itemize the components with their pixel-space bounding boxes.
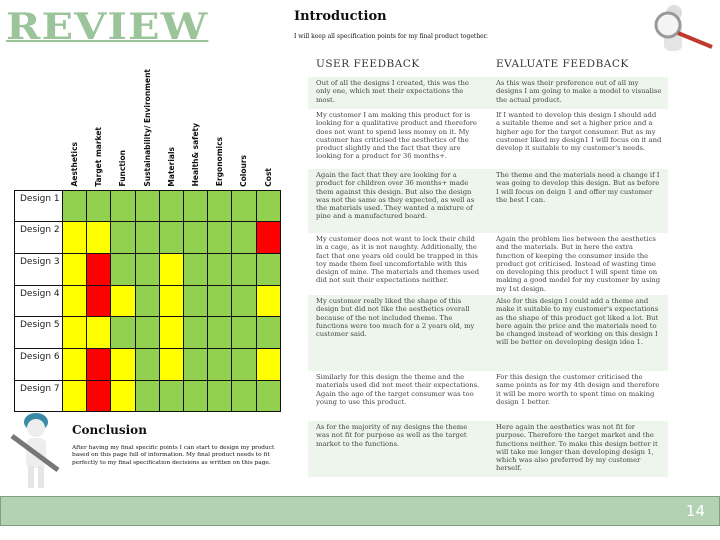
column-header (256, 60, 280, 190)
rating-cell (87, 190, 111, 222)
rating-cell (135, 317, 159, 349)
rating-cell (208, 253, 232, 285)
row-label: Design 2 (15, 222, 63, 254)
rating-cell (159, 190, 183, 222)
rating-cell (208, 317, 232, 349)
rating-cell (183, 380, 207, 412)
feedback-row (308, 109, 668, 169)
evaluate-feedback-header: EVALUATE FEEDBACK (496, 58, 629, 70)
rating-cell (135, 348, 159, 380)
rating-cell (111, 253, 135, 285)
rating-cell (256, 380, 280, 412)
rating-cell (232, 285, 256, 317)
rating-cell (159, 317, 183, 349)
rating-cell (135, 253, 159, 285)
rating-cell (208, 285, 232, 317)
rating-cell (256, 317, 280, 349)
rating-cell (63, 222, 87, 254)
rating-cell (159, 285, 183, 317)
rating-cell (135, 190, 159, 222)
rating-cell (208, 222, 232, 254)
rating-cell (256, 285, 280, 317)
rating-cell (63, 380, 87, 412)
grid-row (15, 253, 281, 285)
intro-text: I will keep all specification points for my final product together. (294, 33, 488, 40)
feedback-row (308, 77, 668, 109)
specification-grid (14, 60, 281, 412)
evaluate-feedback-text: For this design the customer criticised the same points as for my 4th design and therefore it will be more worth to spent time on making design 1 better. (496, 373, 660, 406)
rating-cell (183, 190, 207, 222)
column-label: Function (118, 149, 128, 187)
rating-cell (111, 222, 135, 254)
page-number: 14 (685, 502, 705, 520)
column-label: Sustainability/ Environment (142, 68, 152, 187)
conclusion-heading: Conclusion (72, 423, 147, 437)
rating-cell (256, 348, 280, 380)
feedback-row (308, 371, 668, 421)
rating-cell (183, 253, 207, 285)
column-header (159, 60, 183, 190)
rating-cell (111, 380, 135, 412)
rating-cell (159, 222, 183, 254)
rating-cell (63, 253, 87, 285)
evaluate-feedback-text: If I wanted to develop this design I should add a suitable theme and set a higher price and a higher age for the target consumer. But as my customer liked my design1 I will focus on it and develop it suitable to my customer's needs. (496, 111, 662, 153)
rating-cell (63, 190, 87, 222)
user-feedback-text: Out of all the designs I created, this was the only one, which met their expectations the most. (316, 79, 469, 104)
rating-cell (208, 380, 232, 412)
row-label: Design 7 (15, 380, 63, 412)
page-title: REVIEW (6, 6, 209, 48)
row-label: Design 5 (15, 317, 63, 349)
rating-cell (111, 348, 135, 380)
rating-cell (183, 317, 207, 349)
row-label: Design 1 (15, 190, 63, 222)
rating-cell (183, 285, 207, 317)
rating-cell (232, 348, 256, 380)
rating-cell (63, 317, 87, 349)
rating-cell (208, 190, 232, 222)
evaluate-feedback-text: Also for this design I could add a theme and make it suitable to my customer's expectations as the shape of this product got liked a lot. But here again the price and the materials need to be changed instead of working on this design I will be better on developing design idea 1. (496, 297, 659, 347)
feedback-row (308, 233, 668, 295)
rating-cell (183, 222, 207, 254)
column-header (183, 60, 207, 190)
grid-row (15, 380, 281, 412)
rating-cell (232, 190, 256, 222)
column-header (87, 60, 111, 190)
feedback-table (308, 55, 668, 486)
rating-cell (135, 222, 159, 254)
magnifier-figure-icon (650, 3, 716, 55)
rating-cell (256, 190, 280, 222)
feedback-row (308, 421, 668, 477)
rating-cell (87, 380, 111, 412)
rating-cell (159, 348, 183, 380)
footer-bar (0, 496, 720, 526)
rating-cell (111, 190, 135, 222)
grid-row (15, 190, 281, 222)
user-feedback-text: Similarly for this design the theme and the materials used did not meet their expectations. Again the age of the target consumer was too young to use this product. (316, 373, 480, 406)
column-header (63, 60, 87, 190)
rating-cell (256, 253, 280, 285)
rating-cell (111, 285, 135, 317)
row-label: Design 3 (15, 253, 63, 285)
user-feedback-text: My customer does not want to lock their child in a cage, as it is not naughty. Additionally, the fact that one years old could be trapped in this toy made them feel uncomfortable with this design of mine. The materials and themes used did not suit their expectations neither. (316, 235, 480, 285)
rating-cell (87, 222, 111, 254)
evaluate-feedback-text: The theme and the materials need a change if I was going to develop this design. But as before I will focus on deign 1 and offer my customer the best I can. (496, 171, 660, 204)
grid-row (15, 348, 281, 380)
user-feedback-text: My customer I am making this product for is looking for a qualitative product and therefore does not want to spend less money on it. My customer has criticised the aesthetics of the product slightly and the fact that they are looking for a product for 36 months+. (316, 111, 477, 161)
rating-cell (183, 348, 207, 380)
rating-cell (63, 348, 87, 380)
column-label: Aesthetics (70, 142, 80, 187)
row-label: Design 6 (15, 348, 63, 380)
row-label: Design 4 (15, 285, 63, 317)
evaluate-feedback-text: As this was their preference out of all my designs I am going to make a model to visualise the actual product. (496, 79, 662, 104)
column-header (135, 60, 159, 190)
rating-cell (256, 222, 280, 254)
wrench-figure-icon (6, 410, 64, 490)
rating-cell (232, 222, 256, 254)
rating-cell (208, 348, 232, 380)
user-feedback-text: As for the majority of my designs the theme was not fit for purpose as well as the target market to the functions. (316, 423, 468, 448)
user-feedback-header: USER FEEDBACK (316, 58, 420, 70)
column-header (111, 60, 135, 190)
intro-heading: Introduction (294, 9, 387, 24)
column-header (208, 60, 232, 190)
rating-cell (232, 253, 256, 285)
rating-cell (135, 285, 159, 317)
rating-cell (159, 253, 183, 285)
user-feedback-text: Again the fact that they are looking for a product for children over 36 months+ made them against this design. But also the design was not the same as they expected, as well as the materials used. They wanted a mixture of pine and a manufactured board. (316, 171, 475, 221)
rating-cell (87, 348, 111, 380)
evaluate-feedback-text: Again the problem lies between the aesthetics and the materials. But in here the extra function of keeping the consumer inside the product got criticised. Instead of wasting time on developing this product I will spent time on making a good model for my customer by using my 1st design. (496, 235, 661, 293)
rating-cell (135, 380, 159, 412)
grid-row (15, 222, 281, 254)
grid-row (15, 317, 281, 349)
feedback-row (308, 295, 668, 371)
rating-cell (63, 285, 87, 317)
rating-cell (232, 317, 256, 349)
column-header (232, 60, 256, 190)
column-label: Health& safety (191, 123, 201, 187)
rating-cell (111, 317, 135, 349)
user-feedback-text: My customer really liked the shape of this design but did not like the aesthetics overall because of the not included theme. The functions were too much for a 2 years old, my customer said. (316, 297, 475, 339)
rating-cell (159, 380, 183, 412)
rating-cell (87, 253, 111, 285)
evaluate-feedback-text: Here again the aesthetics was not fit for purpose. Therefore the target market and the functions neither. To make this design better it will take me longer than developing design 1, which was also preferred by my customer herself. (496, 423, 658, 473)
grid-row (15, 285, 281, 317)
column-label: Target market (94, 126, 104, 187)
column-label: Materials (166, 146, 176, 187)
rating-cell (87, 317, 111, 349)
column-label: Ergonomics (215, 137, 225, 187)
rating-cell (87, 285, 111, 317)
rating-cell (232, 380, 256, 412)
column-label: Colours (239, 154, 249, 187)
feedback-row (308, 169, 668, 233)
conclusion-text: After having my final specific points I can start to design my product based on this page full of information. My final product needs to fit perfectly to my final specification decisions as written on this page. (72, 445, 275, 466)
column-label: Cost (263, 167, 273, 187)
grid-corner (15, 60, 63, 190)
